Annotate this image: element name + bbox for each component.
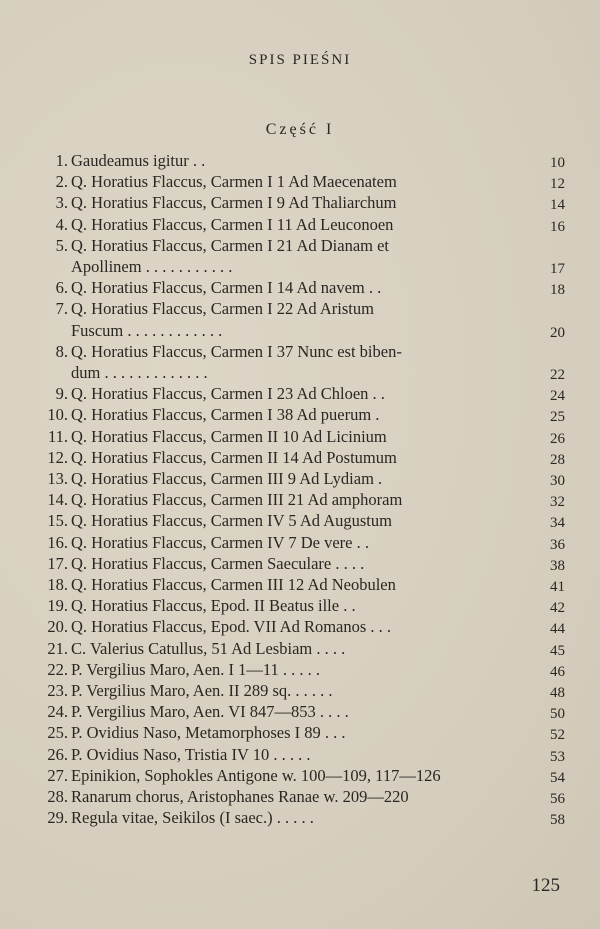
entry-line xyxy=(40,595,565,616)
entry-line xyxy=(40,786,565,807)
entry-title: P. Vergilius Maro, Aen. I 1—11 . . . . . xyxy=(71,659,321,679)
entry-title: Ranarum chorus, Aristophanes Ranae w. 209—220 xyxy=(71,787,409,807)
toc-entry xyxy=(40,722,565,743)
toc-entry xyxy=(40,786,565,807)
toc-entry xyxy=(40,616,565,637)
entry-continuation-line xyxy=(40,320,565,341)
entry-continuation-line xyxy=(40,256,565,277)
toc-entry xyxy=(40,807,565,828)
toc-entry xyxy=(40,744,565,765)
entry-title: Q. Horatius Flaccus, Carmen I 11 Ad Leuconoen xyxy=(71,214,394,234)
entry-title: Fuscum . . . . . . . . . . . . xyxy=(71,320,223,340)
entry-title: P. Ovidius Naso, Metamorphoses I 89 . . . xyxy=(71,723,346,743)
entry-number: 22. xyxy=(47,659,68,679)
entry-title: Q. Horatius Flaccus, Carmen I 9 Ad Thaliarchum xyxy=(71,193,397,213)
entry-number: 27. xyxy=(47,765,68,785)
entry-page-number: 53 xyxy=(550,748,565,765)
entry-number: 23. xyxy=(47,681,68,701)
entry-number: 15. xyxy=(47,511,68,531)
entry-line xyxy=(40,553,565,574)
entry-title: Q. Horatius Flaccus, Carmen I 21 Ad Dianam et xyxy=(71,235,390,255)
entry-number: 6. xyxy=(55,278,68,298)
entry-line xyxy=(40,807,565,828)
entry-title: Q. Horatius Flaccus, Carmen I 38 Ad puerum . xyxy=(71,405,380,425)
section-title: Część I xyxy=(265,121,335,138)
toc-entry xyxy=(40,277,565,298)
toc-entry xyxy=(40,235,565,277)
entry-number: 2. xyxy=(55,172,68,192)
entry-line xyxy=(40,214,565,235)
toc-entry xyxy=(40,765,565,786)
entry-title: P. Vergilius Maro, Aen. VI 847—853 . . . . xyxy=(71,702,349,722)
toc-entry xyxy=(40,680,565,701)
entry-title: Gaudeamus igitur . . xyxy=(71,151,206,170)
entry-title: Q. Horatius Flaccus, Carmen I 1 Ad Maecenatem xyxy=(71,172,397,192)
entry-number: 24. xyxy=(47,702,68,722)
entry-continuation-line xyxy=(40,362,565,383)
entry-title: P. Vergilius Maro, Aen. II 289 sq. . . . . . xyxy=(71,681,333,701)
entry-line xyxy=(40,192,565,213)
entry-number: 17. xyxy=(47,553,68,573)
toc-entry xyxy=(40,214,565,235)
entry-line xyxy=(40,150,565,171)
entry-page-number: 25 xyxy=(550,409,565,426)
entry-line xyxy=(40,383,565,404)
entry-title: Q. Horatius Flaccus, Carmen I 14 Ad navem . . xyxy=(71,278,382,298)
toc-entry xyxy=(40,341,565,383)
entry-number: 19. xyxy=(47,596,68,616)
entry-number: 7. xyxy=(55,299,68,319)
entry-page-number: 58 xyxy=(550,812,565,829)
entry-number: 21. xyxy=(47,638,68,658)
entry-page-number: 52 xyxy=(550,727,565,744)
entry-title: Q. Horatius Flaccus, Carmen IV 5 Ad Augustum xyxy=(71,511,392,531)
entry-page-number: 41 xyxy=(550,579,565,596)
entry-line xyxy=(40,722,565,743)
entry-page-number: 34 xyxy=(550,515,565,532)
toc-entry xyxy=(40,595,565,616)
toc-entry xyxy=(40,171,565,192)
entry-line xyxy=(40,744,565,765)
entry-page-number: 10 xyxy=(550,155,565,171)
toc-entry xyxy=(40,701,565,722)
entry-number: 5. xyxy=(55,235,68,255)
entry-title: Q. Horatius Flaccus, Carmen I 22 Ad Aristum xyxy=(71,299,374,319)
entry-title: Epinikion, Sophokles Antigone w. 100—109, 117—126 xyxy=(71,765,441,785)
toc-entry xyxy=(40,383,565,404)
entry-page-number: 28 xyxy=(550,451,565,468)
entry-number: 28. xyxy=(47,787,68,807)
entry-title: Q. Horatius Flaccus, Carmen III 21 Ad amphoram xyxy=(71,490,403,510)
entry-page-number: 32 xyxy=(550,494,565,511)
entry-page-number: 45 xyxy=(550,642,565,659)
entry-page-number: 56 xyxy=(550,791,565,808)
entry-title: Q. Horatius Flaccus, Carmen I 23 Ad Chloen . . xyxy=(71,384,385,404)
entry-line xyxy=(40,404,565,425)
entry-number: 18. xyxy=(47,575,68,595)
entry-line xyxy=(40,638,565,659)
entry-page-number: 48 xyxy=(550,685,565,702)
entry-title: Q. Horatius Flaccus, Epod. II Beatus ille . . xyxy=(71,596,356,616)
entry-number: 4. xyxy=(55,214,68,234)
entry-page-number: 38 xyxy=(550,557,565,574)
entry-number: 10. xyxy=(47,405,68,425)
entry-line xyxy=(40,468,565,489)
entry-line xyxy=(40,765,565,786)
entry-title: dum . . . . . . . . . . . . . xyxy=(71,363,208,383)
entry-page-number: 50 xyxy=(550,706,565,723)
entry-page-number: 44 xyxy=(550,621,565,638)
entry-page-number: 24 xyxy=(550,388,565,405)
entry-line xyxy=(40,532,565,553)
entry-line xyxy=(40,659,565,680)
entry-title: C. Valerius Catullus, 51 Ad Lesbiam . . . . xyxy=(71,638,346,658)
entry-number: 25. xyxy=(47,723,68,743)
page-title: SPIS PIEŚNI xyxy=(248,52,352,68)
toc-entry xyxy=(40,638,565,659)
entry-line xyxy=(40,701,565,722)
entry-title: Q. Horatius Flaccus, Carmen II 14 Ad Postumum xyxy=(71,447,397,467)
entry-number: 16. xyxy=(47,532,68,552)
entry-line xyxy=(40,277,565,298)
entry-page-number: 16 xyxy=(550,218,565,235)
toc-entry xyxy=(40,426,565,447)
entry-number: 14. xyxy=(47,490,68,510)
entry-number: 26. xyxy=(47,744,68,764)
entry-title: P. Ovidius Naso, Tristia IV 10 . . . . . xyxy=(71,744,311,764)
toc-entry xyxy=(40,468,565,489)
entry-number: 29. xyxy=(47,808,68,828)
entry-line xyxy=(40,510,565,531)
entry-page-number: 46 xyxy=(550,663,565,680)
entry-page-number: 36 xyxy=(550,536,565,553)
table-of-contents xyxy=(40,150,565,829)
toc-entry xyxy=(40,510,565,531)
toc-entry xyxy=(40,404,565,425)
entry-page-number: 42 xyxy=(550,600,565,617)
entry-number: 12. xyxy=(47,447,68,467)
entry-number: 8. xyxy=(55,341,68,361)
entry-page-number: 12 xyxy=(550,176,565,193)
toc-entry xyxy=(40,489,565,510)
entry-number: 1. xyxy=(55,151,68,170)
entry-number: 3. xyxy=(55,193,68,213)
entry-title: Q. Horatius Flaccus, Epod. VII Ad Romanos . . . xyxy=(71,617,392,637)
entry-title: Q. Horatius Flaccus, Carmen III 9 Ad Lydiam . xyxy=(71,469,383,489)
entry-page-number: 22 xyxy=(550,367,565,384)
toc-entry xyxy=(40,553,565,574)
entry-line xyxy=(40,489,565,510)
entry-number: 13. xyxy=(47,469,68,489)
entry-line xyxy=(40,235,565,256)
entry-number: 11. xyxy=(47,426,68,446)
entry-title: Regula vitae, Seikilos (I saec.) . . . . . xyxy=(71,808,314,828)
entry-line xyxy=(40,447,565,468)
entry-line xyxy=(40,298,565,319)
entry-page-number: 26 xyxy=(550,430,565,447)
entry-title: Q. Horatius Flaccus, Carmen III 12 Ad Neobulen xyxy=(71,575,396,595)
entry-line xyxy=(40,171,565,192)
page-number: 125 xyxy=(531,875,560,896)
entry-title: Q. Horatius Flaccus, Carmen Saeculare . . . . xyxy=(71,553,365,573)
entry-page-number: 30 xyxy=(550,473,565,490)
toc-entry xyxy=(40,447,565,468)
entry-line xyxy=(40,574,565,595)
entry-title: Apollinem . . . . . . . . . . . xyxy=(71,257,233,277)
toc-entry xyxy=(40,532,565,553)
toc-entry xyxy=(40,659,565,680)
entry-page-number: 20 xyxy=(550,324,565,341)
entry-number: 9. xyxy=(55,384,68,404)
entry-page-number: 18 xyxy=(550,282,565,299)
entry-number: 20. xyxy=(47,617,68,637)
toc-entry xyxy=(40,298,565,340)
entry-line xyxy=(40,616,565,637)
entry-line xyxy=(40,680,565,701)
entry-title: Q. Horatius Flaccus, Carmen I 37 Nunc est biben- xyxy=(71,341,402,361)
entry-line xyxy=(40,341,565,362)
entry-line xyxy=(40,426,565,447)
entry-page-number: 54 xyxy=(550,769,565,786)
entry-title: Q. Horatius Flaccus, Carmen IV 7 De vere . . xyxy=(71,532,369,552)
entry-title: Q. Horatius Flaccus, Carmen II 10 Ad Licinium xyxy=(71,426,387,446)
toc-entry xyxy=(40,192,565,213)
entry-page-number: 17 xyxy=(550,261,565,278)
entry-page-number: 14 xyxy=(550,197,565,214)
toc-entry xyxy=(40,150,565,171)
toc-entry xyxy=(40,574,565,595)
